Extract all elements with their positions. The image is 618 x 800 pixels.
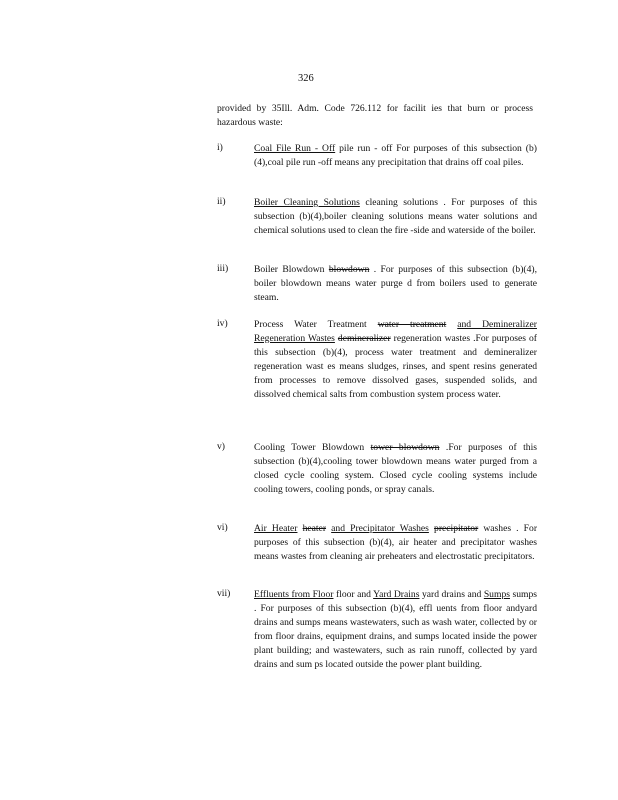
item-title-2: and Demineralizer Regeneration Wastes [254, 319, 537, 344]
item-body [254, 263, 537, 305]
item-body [254, 588, 537, 672]
item-text: regeneration wastes .For purposes of this subsection (b)(4), process water treatment and demineralizer regeneration wast es means sludges, rinses, and spent resins generated from processes to remove dissolved gases, suspended solids, and dissolved chemical salts from combustion system process water. [254, 333, 537, 400]
item-title: Process Water Treatment [254, 319, 367, 330]
item-text: .For purposes of this subsection (b)(4),cooling tower blowdown means water purged from a closed cycle cooling system. Closed cycle cooling systems include cooling towers, cooling ponds, or spray canals. [254, 442, 537, 495]
item-body [254, 196, 537, 238]
item-numeral: i) [217, 142, 223, 153]
item-title-2: Yard Drains [373, 589, 420, 600]
item-struck-text-2: demineralizer [337, 333, 391, 344]
item-title: Cooling Tower Blowdown [254, 442, 365, 453]
item-text: sumps . For purposes of this subsection (b)(4), effl uents from floor andyard drains and sumps means wastewaters, such as wash water, collected by or from floor drains, equipment drains, and sumps located inside the power plant building; and wastewaters, such as rain runoff, collected by yard drains and sum ps located outside the power plant building. [254, 589, 538, 670]
item-title-2-prefix: floor and [335, 589, 371, 600]
list-item [217, 196, 537, 238]
item-struck-text: heater [302, 523, 327, 534]
item-text: washes . For purposes of this subsection (b)(4), air heater and precipitator washes means wastes from cleaning air preheaters and electrostatic precipitators. [254, 523, 538, 562]
item-body [254, 318, 537, 402]
item-title: Effluents from Floor [254, 589, 334, 600]
item-title-3-prefix: yard drains and [421, 589, 482, 600]
list-item [217, 441, 537, 497]
item-body [254, 522, 537, 564]
item-numeral: ii) [217, 196, 226, 207]
item-body [254, 441, 537, 497]
item-body [254, 142, 537, 170]
item-text: pile run - off For purposes of this subsection (b)(4),coal pile run -off means any precipitation that drains off coal piles. [254, 143, 537, 168]
list-item [217, 142, 537, 170]
item-text: . For purposes of this subsection (b)(4), boiler blowdown means water purge d from boilers used to generate steam. [254, 264, 537, 303]
item-numeral: vi) [217, 522, 228, 533]
item-text: cleaning solutions . For purposes of this subsection (b)(4),boiler cleaning solutions means water solutions and chemical solutions used to clean the fire -side and waterside of the boiler. [254, 197, 537, 236]
item-title: Boiler Blowdown [254, 264, 325, 275]
intro-paragraph: provided by 35Ill. Adm. Code 726.112 for facilit ies that burn or process hazardous waste: [217, 103, 533, 128]
item-numeral: iii) [217, 263, 229, 274]
item-title-3: Sumps [483, 589, 510, 600]
list-item [217, 318, 537, 402]
item-title-2: and Precipitator Washes [331, 523, 429, 534]
item-numeral: iv) [217, 318, 228, 329]
item-numeral: v) [217, 441, 225, 452]
item-numeral: vii) [217, 588, 231, 599]
item-struck-text: blowdown [328, 264, 370, 275]
page-number: 326 [298, 73, 314, 84]
item-struck-text: tower blowdown [370, 442, 440, 453]
list-item [217, 263, 537, 305]
item-struck-text: water treatment [377, 319, 447, 330]
item-title: Boiler Cleaning Solutions [254, 197, 360, 208]
item-title: Coal File Run - Off [254, 143, 336, 154]
item-struck-text-2: precipitator [434, 523, 479, 534]
list-item [217, 522, 537, 564]
list-item [217, 588, 537, 672]
item-title: Air Heater [254, 523, 298, 534]
